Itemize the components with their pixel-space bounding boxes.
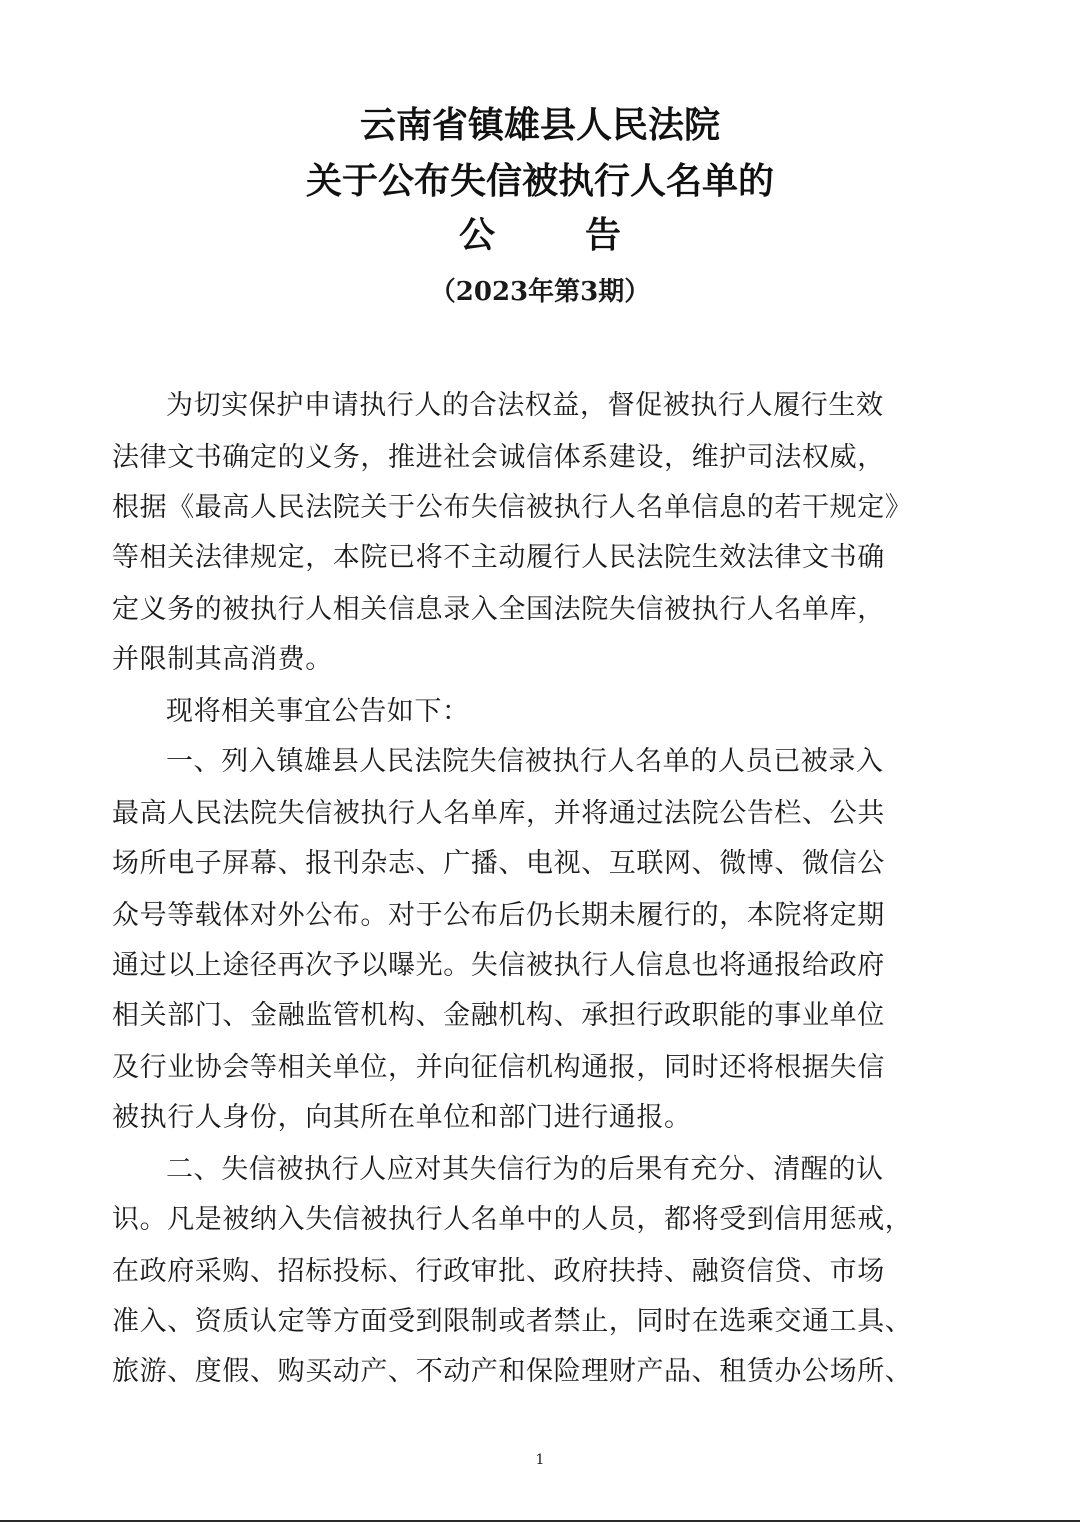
body-line: 旅游、度假、购买动产、不动产和保险理财产品、租赁办公场所、 xyxy=(112,1356,913,1387)
page-number: 1 xyxy=(535,1452,545,1468)
body-line: 被执行人身份，向其所在单位和部门进行通报。 xyxy=(112,1102,692,1133)
body-line: 现将相关事宜公告如下： xyxy=(166,696,470,727)
body-line: 一、列入镇雄县人民法院失信被执行人名单的人员已被录入 xyxy=(166,746,884,777)
body-line: 根据《最高人民法院关于公布失信被执行人名单信息的若干规定》 xyxy=(112,492,913,523)
body-line: 等相关法律规定，本院已将不主动履行人民法院生效法律文书确 xyxy=(112,542,885,573)
body-line: 准入、资质认定等方面受到限制或者禁止，同时在选乘交通工具、 xyxy=(112,1306,913,1337)
body-line: 通过以上途径再次予以曝光。失信被执行人信息也将通报给政府 xyxy=(112,950,885,981)
body-line: 法律文书确定的义务，推进社会诚信体系建设，维护司法权威， xyxy=(112,442,885,473)
body-line: 为切实保护申请执行人的合法权益，督促被执行人履行生效 xyxy=(166,390,884,421)
issue-number: （2023年第3期） xyxy=(429,277,651,307)
body-line: 最高人民法院失信被执行人名单库，并将通过法院公告栏、公共 xyxy=(112,798,885,829)
body-line: 相关部门、金融监管机构、金融机构、承担行政职能的事业单位 xyxy=(112,1000,885,1031)
title-court-name: 云南省镇雄县人民法院 xyxy=(359,105,720,146)
body-line: 并限制其高消费。 xyxy=(112,644,333,675)
body-line: 识。凡是被纳入失信被执行人名单中的人员，都将受到信用惩戒， xyxy=(112,1204,913,1235)
body-line: 二、失信被执行人应对其失信行为的后果有充分、清醒的认 xyxy=(166,1154,884,1185)
body-line: 在政府采购、招标投标、行政审批、政府扶持、融资信贷、市场 xyxy=(112,1256,885,1287)
body-line: 场所电子屏幕、报刊杂志、广播、电视、互联网、微博、微信公 xyxy=(112,848,885,879)
title-announcement xyxy=(0,214,1080,258)
bottom-scan-edge xyxy=(0,1520,1080,1522)
title-announcement-char-1: 公 xyxy=(458,215,495,256)
body-line: 定义务的被执行人相关信息录入全国法院失信被执行人名单库， xyxy=(112,594,885,625)
title-announcement-char-2: 告 xyxy=(585,215,622,256)
body-line: 及行业协会等相关单位，并向征信机构通报，同时还将根据失信 xyxy=(112,1052,885,1083)
body-line: 众号等载体对外公布。对于公布后仍长期未履行的，本院将定期 xyxy=(112,900,885,931)
title-subject: 关于公布失信被执行人名单的 xyxy=(305,161,774,202)
